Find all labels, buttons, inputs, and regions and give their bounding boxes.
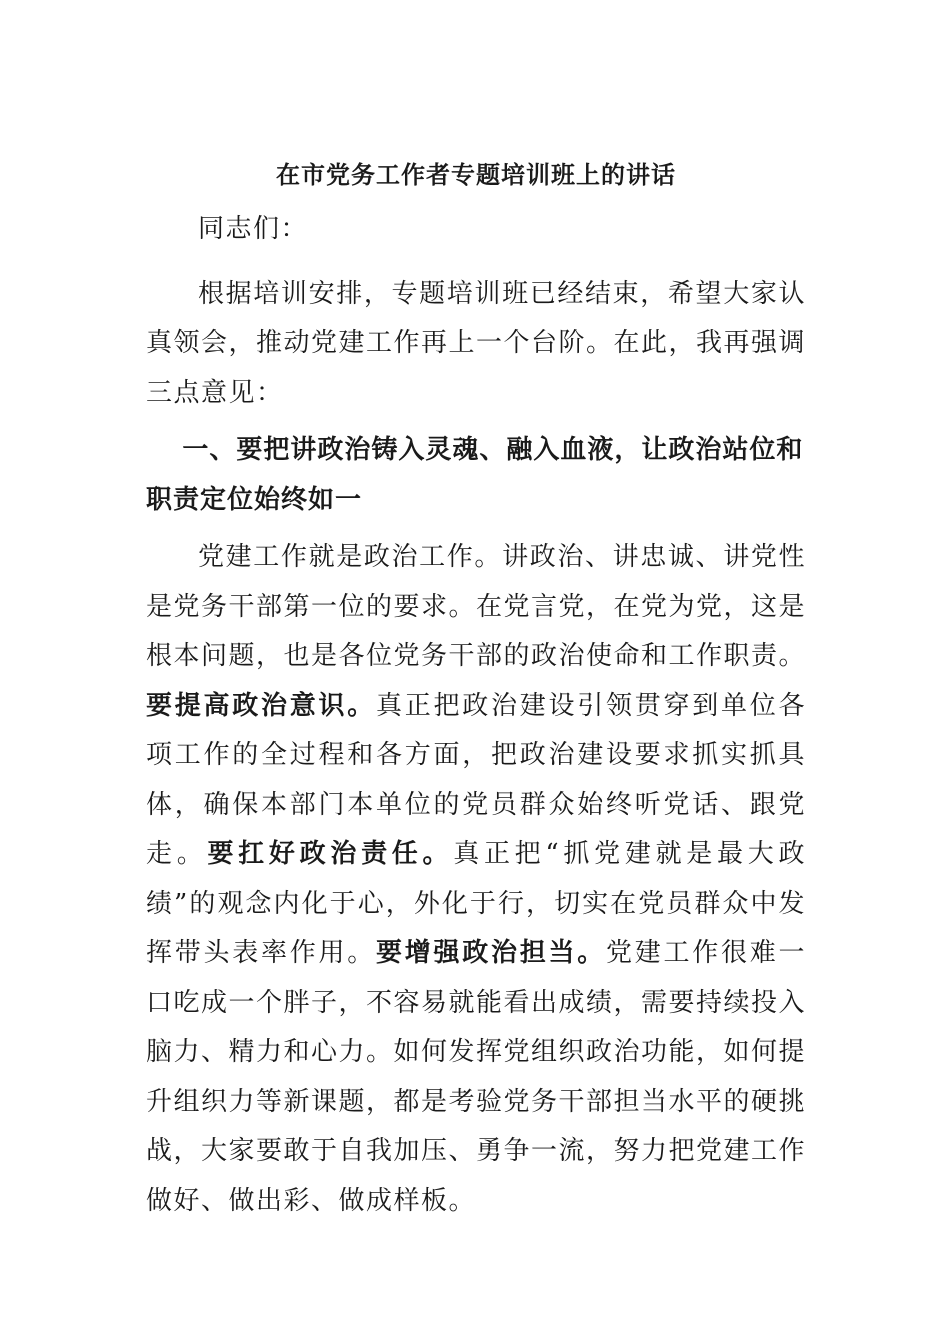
document-title: 在市党务工作者专题培训班上的讲话	[276, 160, 676, 189]
intro-paragraph: 根据培训安排，专题培训班已经结束，希望大家认真领会，推动党建工作再上一个台阶。在此，我再强调三点意见：	[146, 278, 807, 408]
section-1-emphasis-2: 要扛好政治责任。	[207, 839, 454, 869]
section-1-heading: 一、要把讲政治铸入灵魂、融入血液，让政治站位和职责定位始终如一	[146, 435, 804, 515]
section-1-body	[146, 533, 806, 1226]
section-1-text-2: 真正把政治建设引领贯穿到单位各项工作的全过程和各方面，把政治建设要求抓实抓具体，确保本部门本单位的党员群众始终听党话、跟党走。	[146, 690, 806, 869]
greeting-paragraph: 同志们：	[198, 214, 309, 244]
document-page	[146, 150, 806, 1226]
section-1-text-4: 党建工作很难一口吃成一个胖子，不容易就能看出成绩，需要持续投入脑力、精力和心力。如何发挥党组织政治功能，如何提升组织力等新课题，都是考验党务干部担当水平的硬挑战，大家要敢于自我加压、勇争一流，努力把党建工作做好、做出彩、做成样板。	[146, 938, 807, 1216]
section-1-text-1: 党建工作就是政治工作。讲政治、讲忠诚、讲党性是党务干部第一位的要求。在党言党，在党为党，这是根本问题，也是各位党务干部的政治使命和工作职责。	[146, 542, 807, 671]
section-1-text-3: 真正把“抓党建就是最大政绩”的观念内化于心，外化于行，切实在党员群众中发挥带头表率作用。	[146, 839, 806, 968]
section-1-emphasis-1: 要提高政治意识。	[146, 690, 376, 721]
section-1-emphasis-3: 要增强政治担当。	[375, 938, 606, 968]
